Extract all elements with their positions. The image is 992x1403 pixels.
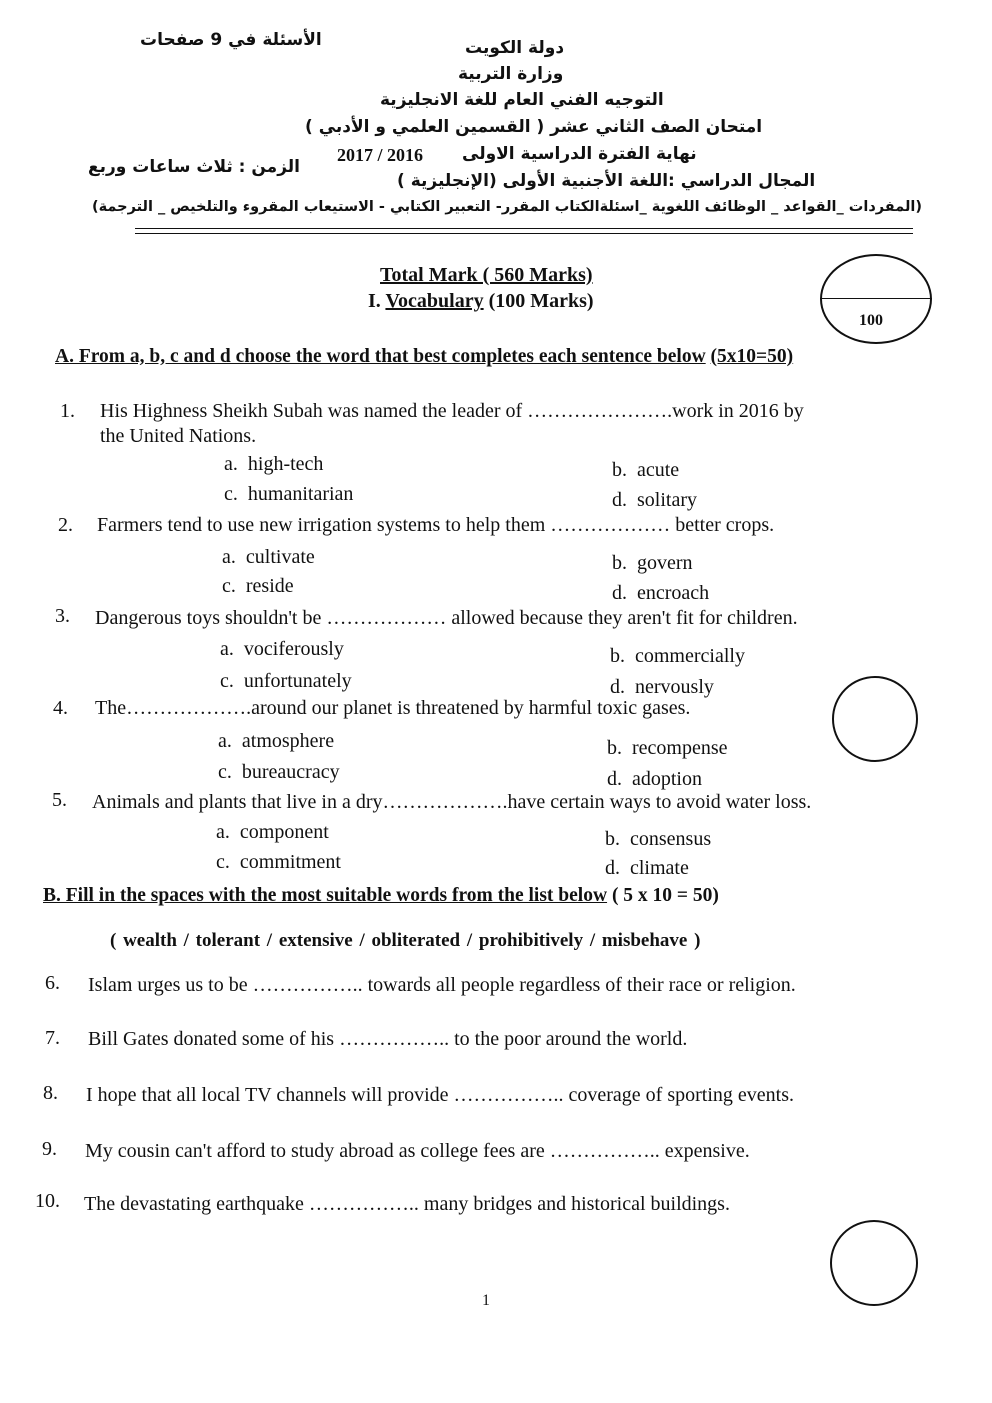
option-letter: d.: [612, 489, 627, 511]
word-list: ( wealth / tolerant / extensive / obliterated / prohibitively / misbehave ): [110, 930, 701, 951]
option-c: [222, 575, 294, 598]
option-letter: b.: [605, 828, 620, 850]
option-text: component: [239, 821, 329, 843]
part-a-instruction: [55, 346, 793, 368]
option-a: [218, 730, 334, 753]
option-letter: c.: [220, 670, 234, 692]
section-title: Vocabulary: [385, 290, 484, 312]
option-text: nervously: [635, 676, 714, 698]
option-letter: b.: [612, 552, 627, 574]
question-text: The devastating earthquake …………….. many bridges and historical buildings.: [84, 1193, 730, 1215]
option-d: [612, 582, 709, 605]
option-text: encroach: [637, 582, 710, 604]
question-text: Bill Gates donated some of his …………….. to the poor around the world.: [88, 1028, 688, 1050]
part-b-instruction: [43, 885, 719, 907]
question-text: Animals and plants that live in a dry……………….have certain ways to avoid water loss.: [92, 791, 812, 813]
option-a: [224, 453, 323, 476]
option-d: [610, 676, 714, 699]
option-text: high-tech: [247, 453, 324, 475]
option-a: [216, 821, 329, 844]
question-number: 1.: [60, 400, 75, 422]
option-text: govern: [637, 552, 693, 574]
option-b: [605, 828, 711, 851]
option-letter: a.: [224, 453, 238, 475]
question-text: Farmers tend to use new irrigation systems to help them ……………… better crops.: [97, 514, 775, 536]
option-c: [218, 761, 340, 784]
option-d: [612, 489, 697, 512]
question-number: 9.: [42, 1138, 57, 1160]
country-name: دولة الكويت: [465, 38, 565, 58]
question-text: His Highness Sheikh Subah was named the leader of ………………….work in 2016 by: [100, 400, 804, 422]
section-numeral: I.: [368, 290, 381, 312]
question-number: 7.: [45, 1027, 60, 1049]
option-text: consensus: [630, 828, 712, 850]
part-a-marks: (5x10=50): [710, 346, 794, 367]
exam-time: الزمن : ثلاث ساعات وربع: [88, 157, 300, 177]
option-text: acute: [637, 459, 680, 481]
question-number: 4.: [53, 697, 68, 719]
score-total: 100: [859, 312, 883, 329]
question-text: Dangerous toys shouldn't be ……………… allowed because they aren't fit for children.: [95, 607, 798, 629]
question-number: 10.: [35, 1190, 60, 1212]
option-letter: a.: [222, 546, 236, 568]
option-text: climate: [630, 857, 689, 879]
exam-period: نهاية الفترة الدراسية الاولى: [462, 144, 697, 164]
part-b-instruction-text: B. Fill in the spaces with the most suitable words from the list below: [43, 885, 608, 906]
option-a: [222, 546, 315, 569]
answer-circle: [830, 1220, 918, 1306]
score-circle-divider: [820, 298, 932, 299]
option-letter: a.: [218, 730, 232, 752]
score-circle: [820, 254, 932, 344]
section-heading: [368, 290, 594, 313]
option-letter: b.: [610, 645, 625, 667]
section-marks: (100 Marks): [488, 290, 594, 312]
question-number: 6.: [45, 972, 60, 994]
option-d: [607, 768, 702, 791]
option-letter: c.: [222, 575, 236, 597]
question-text: Islam urges us to be …………….. towards all people regardless of their race or religion.: [88, 974, 796, 996]
question-number: 5.: [52, 789, 67, 811]
option-d: [605, 857, 689, 880]
exam-title: امتحان الصف الثاني عشر ( القسمين العلمي و الأدبي ): [305, 117, 763, 137]
option-text: bureaucracy: [241, 761, 340, 783]
subject-name: المجال الدراسي :اللغة الأجنبية الأولى (الإنجليزية ): [397, 171, 816, 191]
page-number: 1: [482, 1292, 490, 1309]
question-text: My cousin can't afford to study abroad as college fees are …………….. expensive.: [85, 1140, 750, 1162]
option-c: [216, 851, 341, 874]
option-letter: a.: [216, 821, 230, 843]
question-number: 3.: [55, 605, 70, 627]
option-c: [224, 483, 353, 506]
option-text: commercially: [635, 645, 745, 667]
question-text-continued: the United Nations.: [100, 425, 257, 447]
option-text: reside: [245, 575, 294, 597]
exam-components: (المفردات _القواعد _ الوظائف اللغوية _اسئلةالكتاب المقرر- التعبير الكتابي - الاستيعاب المقروء والتلخيص _ الترجمة): [92, 199, 922, 215]
option-text: commitment: [239, 851, 341, 873]
option-letter: d.: [607, 768, 622, 790]
option-letter: d.: [605, 857, 620, 879]
option-letter: c.: [216, 851, 230, 873]
question-number: 8.: [43, 1082, 58, 1104]
pages-note: الأسئلة في 9 صفحات: [140, 30, 322, 50]
option-b: [612, 552, 693, 575]
header-divider: [135, 233, 913, 234]
option-text: adoption: [632, 768, 702, 790]
answer-circle: [832, 676, 918, 762]
option-letter: b.: [607, 737, 622, 759]
option-letter: b.: [612, 459, 627, 481]
option-text: atmosphere: [241, 730, 335, 752]
option-letter: d.: [610, 676, 625, 698]
option-b: [607, 737, 728, 760]
part-b-marks: ( 5 x 10 = 50): [611, 885, 719, 906]
option-b: [610, 645, 745, 668]
department-name: التوجيه الفني العام للغة الانجليزية: [380, 90, 664, 110]
option-a: [220, 638, 344, 661]
total-mark: Total Mark ( 560 Marks): [380, 264, 593, 286]
option-text: cultivate: [245, 546, 315, 568]
question-text: The……………….around our planet is threatened by harmful toxic gases.: [95, 697, 691, 719]
option-text: recompense: [632, 737, 728, 759]
option-text: unfortunately: [243, 670, 352, 692]
exam-year: 2017 / 2016: [337, 145, 424, 165]
option-text: humanitarian: [247, 483, 354, 505]
ministry-name: وزارة التربية: [458, 64, 564, 84]
option-letter: c.: [218, 761, 232, 783]
option-c: [220, 670, 352, 693]
header-divider: [135, 228, 913, 229]
option-letter: d.: [612, 582, 627, 604]
part-a-instruction-text: A. From a, b, c and d choose the word that best completes each sentence below: [55, 346, 706, 367]
option-b: [612, 459, 679, 482]
option-letter: c.: [224, 483, 238, 505]
option-letter: a.: [220, 638, 234, 660]
question-text: I hope that all local TV channels will provide …………….. coverage of sporting events.: [86, 1084, 794, 1106]
option-text: solitary: [637, 489, 697, 511]
option-text: vociferously: [243, 638, 344, 660]
question-number: 2.: [58, 514, 73, 536]
